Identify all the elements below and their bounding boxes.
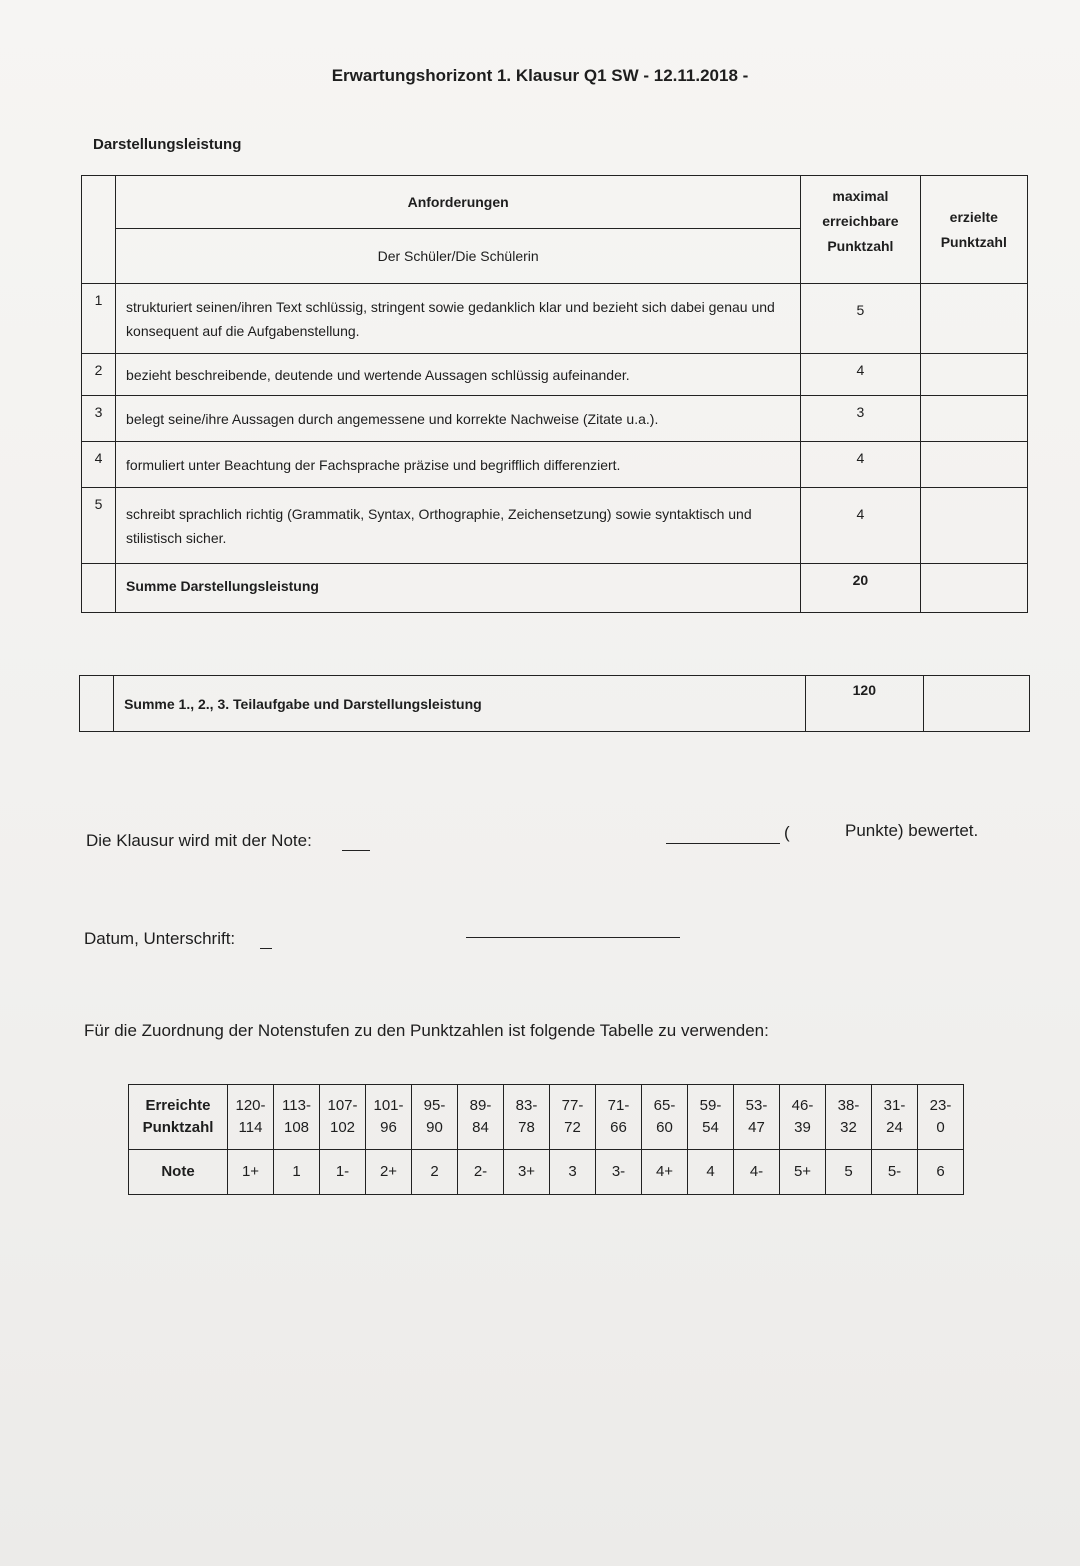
grade-value: 4 [688,1150,734,1195]
sum-achieved-field[interactable] [920,564,1027,613]
points-range: 23- 0 [918,1085,964,1150]
points-range: 59- 54 [688,1085,734,1150]
signature-line[interactable] [466,937,680,938]
table-row: 3 belegt seine/ihre Aussagen durch angemessene und korrekte Nachweise (Zitate u.a.). 3 [82,396,1028,442]
grade-value: 5 [826,1150,872,1195]
table-row: 4 formuliert unter Beachtung der Fachsprache präzise und begrifflich differenziert. 4 [82,442,1028,488]
grade-value: 6 [918,1150,964,1195]
grade-value: 2- [458,1150,504,1195]
achieved-points-field[interactable] [920,488,1027,564]
points-range: 46- 39 [780,1085,826,1150]
max-points: 5 [801,284,920,354]
table-row: 2 bezieht beschreibende, deutende und wertende Aussagen schlüssig aufeinander. 4 [82,354,1028,396]
grade-value: 3- [596,1150,642,1195]
grade-line-suffix: Punkte) bewertet. [845,821,979,840]
points-range: 38- 32 [826,1085,872,1150]
header-subject: Der Schüler/Die Schülerin [116,229,801,284]
total-achieved-field[interactable] [923,676,1029,732]
requirement-text: belegt seine/ihre Aussagen durch angemessene und korrekte Nachweise (Zitate u.a.). [116,396,801,442]
achieved-points-field[interactable] [920,396,1027,442]
sum-row [82,564,1028,613]
grade-value: 1- [320,1150,366,1195]
requirement-text: strukturiert seinen/ihren Text schlüssig, stringent sowie gedanklich klar und bezieht sich dabei genau und konsequent auf die Aufgabenstellung. [116,284,801,354]
grade-line-prefix: Die Klausur wird mit der Note: [86,831,312,850]
points-range: 77- 72 [550,1085,596,1150]
grade-blank-line[interactable] [342,850,370,851]
grade-value: 5- [872,1150,918,1195]
requirement-text: schreibt sprachlich richtig (Grammatik, Syntax, Orthographie, Zeichensetzung) sowie syntaktisch und stilistisch sicher. [116,488,801,564]
achieved-points-field[interactable] [920,442,1027,488]
grade-value: 2+ [366,1150,412,1195]
grade-value: 5+ [780,1150,826,1195]
grade-label: Note [129,1150,228,1195]
points-range: 71- 66 [596,1085,642,1150]
page-title: Erwartungshorizont 1. Klausur Q1 SW - 12.11.2018 - [331,66,749,85]
grade-line-paren: ( [784,823,790,842]
total-label: Summe 1., 2., 3. Teilaufgabe und Darstellungsleistung [114,676,806,732]
points-range: 83- 78 [504,1085,550,1150]
points-range: 101- 96 [366,1085,412,1150]
achieved-points-field[interactable] [920,354,1027,396]
grade-value: 4+ [642,1150,688,1195]
max-points: 4 [801,488,920,564]
points-range: 65- 60 [642,1085,688,1150]
requirements-table [81,175,1028,613]
assignment-text: Für die Zuordnung der Notenstufen zu den Punktzahlen ist folgende Tabelle zu verwenden: [84,1021,769,1040]
header-empty-cell [82,176,116,284]
grade-value: 3 [550,1150,596,1195]
points-label: Erreichte Punktzahl [129,1085,228,1150]
points-range: 89- 84 [458,1085,504,1150]
header-max-points: maximal erreichbare Punktzahl [801,176,920,284]
grade-value: 2 [412,1150,458,1195]
points-range: 113- 108 [274,1085,320,1150]
grade-value: 1+ [228,1150,274,1195]
sum-label: Summe Darstellungsleistung [116,564,801,613]
grade-value: 4- [734,1150,780,1195]
section-label: Darstellungsleistung [93,136,242,153]
points-range: 53- 47 [734,1085,780,1150]
achieved-points-field[interactable] [920,284,1027,354]
total-max-points: 120 [805,676,923,732]
signature-label: Datum, Unterschrift: [84,929,236,948]
grade-value: 1 [274,1150,320,1195]
max-points: 3 [801,396,920,442]
sum-max-points: 20 [801,564,920,613]
requirement-text: bezieht beschreibende, deutende und wertende Aussagen schlüssig aufeinander. [116,354,801,396]
grade-text-line[interactable] [666,843,780,844]
grade-table [128,1084,964,1195]
total-table [79,675,1030,732]
grade-value: 3+ [504,1150,550,1195]
points-range: 31- 24 [872,1085,918,1150]
points-range: 95- 90 [412,1085,458,1150]
points-range: 120- 114 [228,1085,274,1150]
table-row: 1 strukturiert seinen/ihren Text schlüssig, stringent sowie gedanklich klar und bezieht sich dabei genau und konsequent auf die Aufgabenstellung. 5 [82,284,1028,354]
requirement-text: formuliert unter Beachtung der Fachsprache präzise und begrifflich differenziert. [116,442,801,488]
table-row: 5 schreibt sprachlich richtig (Grammatik, Syntax, Orthographie, Zeichensetzung) sowie syntaktisch und stilistisch sicher. 4 [82,488,1028,564]
max-points: 4 [801,354,920,396]
points-range: 107- 102 [320,1085,366,1150]
max-points: 4 [801,442,920,488]
header-requirements: Anforderungen [116,176,801,229]
signature-blank-short[interactable] [260,948,272,949]
header-achieved-points: erzielte Punktzahl [920,176,1027,284]
